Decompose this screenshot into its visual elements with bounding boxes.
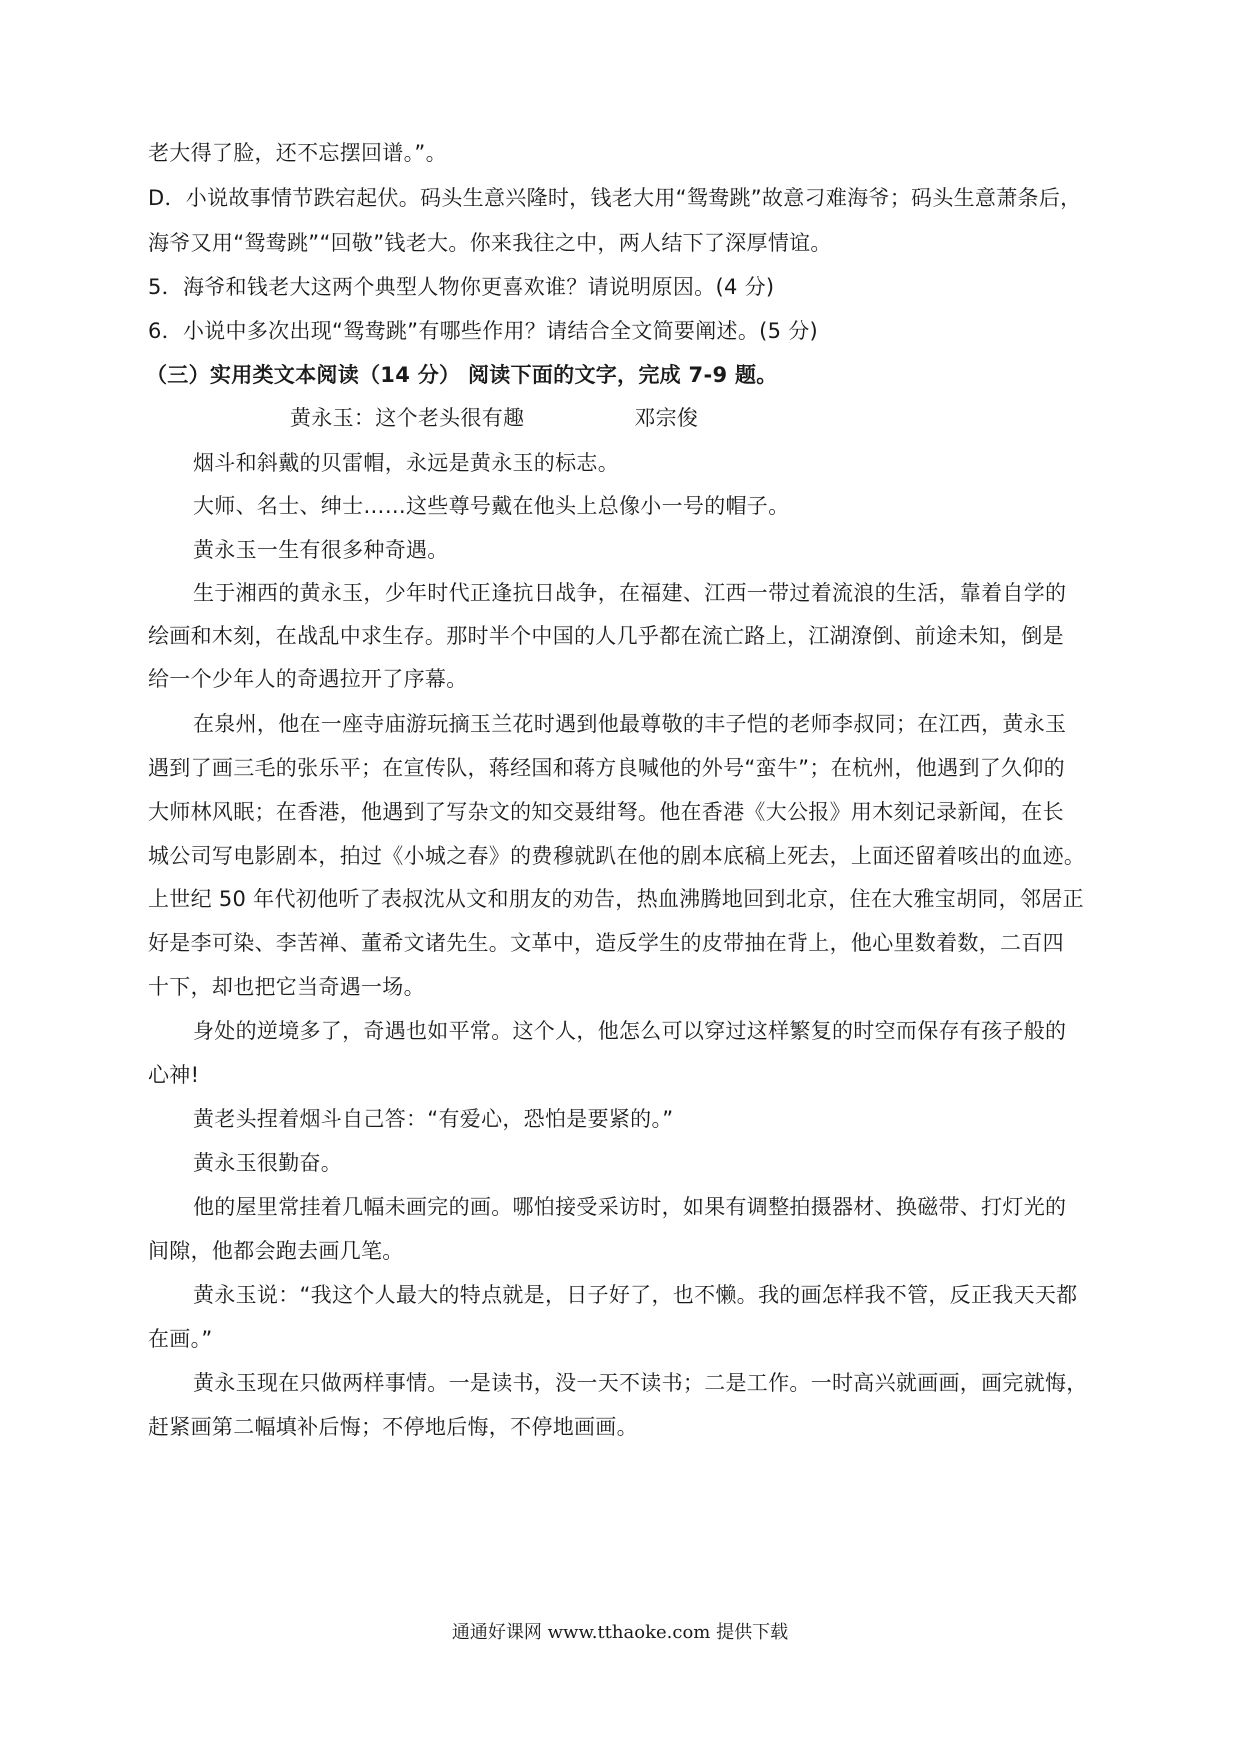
paragraph-line: 在画。” [148,1327,213,1351]
paragraph-line: 生于湘西的黄永玉，少年时代正逢抗日战争，在福建、江西一带过着流浪的生活，靠着自学的 [193,581,1067,605]
option-d-line-1: D．小说故事情节跌宕起伏。码头生意兴隆时，钱老大用“鸳鸯跳”故意刁难海爷；码头生意萧条后， [148,186,1082,210]
article-title-row [290,403,1240,433]
paragraph-line: 绘画和木刻，在战乱中求生存。那时半个中国的人几乎都在流亡路上，江湖潦倒、前途未知，倒是 [148,624,1064,648]
paragraph-line: 间隙，他都会跑去画几笔。 [148,1239,404,1263]
article-author: 邓宗俊 [634,406,699,430]
paragraph-line: 黄永玉说：“我这个人最大的特点就是，日子好了，也不懒。我的画怎样我不管，反正我天天都 [193,1283,1078,1307]
paragraph-line: 好是李可染、李苦禅、董希文诸先生。文革中，造反学生的皮带抽在背上，他心里数着数，二百四 [148,931,1064,955]
question-5: 5．海爷和钱老大这两个典型人物你更喜欢谁？请说明原因。(4 分) [148,275,775,299]
paragraph-line: 遇到了画三毛的张乐平；在宣传队，蒋经国和蒋方良喊他的外号“蛮牛”；在杭州，他遇到了久仰的 [148,756,1065,780]
paragraph-line: 黄永玉很勤奋。 [193,1151,343,1175]
paragraph-line: 大师、名士、绅士……这些尊号戴在他头上总像小一号的帽子。 [193,494,790,518]
option-d-line-2: 海爷又用“鸳鸯跳”“回敬”钱老大。你来我往之中，两人结下了深厚情谊。 [148,231,832,255]
paragraph-line: 身处的逆境多了，奇遇也如平常。这个人，他怎么可以穿过这样繁复的时空而保存有孩子般的 [193,1019,1067,1043]
paragraph-line: 大师林风眠；在香港，他遇到了写杂文的知交聂绀弩。他在香港《大公报》用木刻记录新闻，在长 [148,800,1064,824]
paragraph-line: 城公司写电影剧本，拍过《小城之春》的费穆就趴在他的剧本底稿上死去，上面还留着咳出的血迹。 [148,844,1086,868]
paragraph-line: 他的屋里常挂着几幅未画完的画。哪怕接受采访时，如果有调整拍摄器材、换磁带、打灯光的 [193,1195,1067,1219]
paragraph-line: 黄永玉现在只做两样事情。一是读书，没一天不读书；二是工作。一时高兴就画画，画完就悔， [193,1371,1088,1395]
paragraph-line: 十下，却也把它当奇遇一场。 [148,975,425,999]
paragraph-line: 在泉州，他在一座寺庙游玩摘玉兰花时遇到他最尊敬的丰子恺的老师李叔同；在江西，黄永玉 [193,712,1067,736]
paragraph-line: 心神! [148,1063,200,1087]
paragraph-line: 黄永玉一生有很多种奇遇。 [193,538,449,562]
paragraph-line: 赶紧画第二幅填补后悔；不停地后悔，不停地画画。 [148,1415,638,1439]
question-6: 6．小说中多次出现“鸳鸯跳”有哪些作用？请结合全文简要阐述。(5 分) [148,319,819,343]
text-line: 老大得了脸，还不忘摆回谱。”。 [148,141,447,165]
paragraph-line: 黄老头捏着烟斗自己答：“有爱心，恐怕是要紧的。” [193,1107,674,1131]
paragraph-line: 烟斗和斜戴的贝雷帽，永远是黄永玉的标志。 [193,451,619,475]
article-title: 黄永玉：这个老头很有趣 [290,406,525,430]
page-footer: 通通好课网 www.tthaoke.com 提供下载 [451,1622,789,1643]
section-heading: （三）实用类文本阅读（14 分） 阅读下面的文字，完成 7-9 题。 [146,363,778,387]
paragraph-line: 给一个少年人的奇遇拉开了序幕。 [148,667,468,691]
paragraph-line: 上世纪 50 年代初他听了表叔沈从文和朋友的劝告，热血沸腾地回到北京，住在大雅宝胡同，邻居正 [148,887,1084,911]
